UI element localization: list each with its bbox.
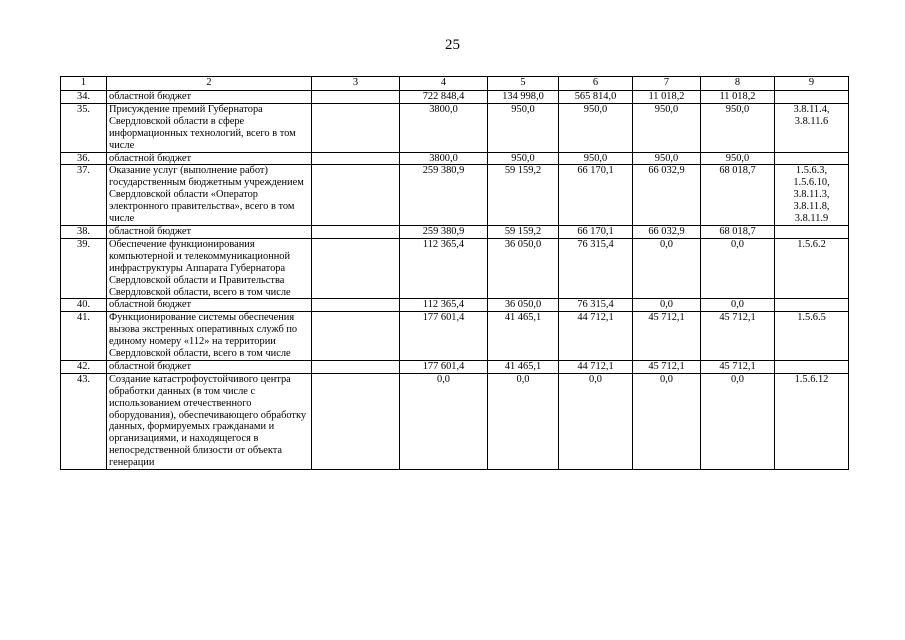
cell-col3 (312, 299, 400, 312)
cell-col8: 950,0 (701, 152, 775, 165)
table-row (61, 312, 849, 361)
cell-col3 (312, 360, 400, 373)
table-row (61, 360, 849, 373)
table-row (61, 152, 849, 165)
cell-col6: 66 170,1 (559, 225, 633, 238)
row-name: областной бюджет (107, 299, 312, 312)
table-row (61, 91, 849, 104)
table-row (61, 299, 849, 312)
cell-col3 (312, 91, 400, 104)
cell-col7: 0,0 (633, 238, 701, 299)
column-header: 8 (701, 77, 775, 91)
table-row (61, 165, 849, 226)
cell-col8: 68 018,7 (701, 165, 775, 226)
cell-col8: 45 712,1 (701, 360, 775, 373)
row-name: областной бюджет (107, 91, 312, 104)
cell-col8: 0,0 (701, 299, 775, 312)
cell-col3 (312, 225, 400, 238)
cell-col4: 259 380,9 (400, 165, 488, 226)
cell-col9 (775, 152, 849, 165)
cell-col6: 76 315,4 (559, 238, 633, 299)
cell-col6: 66 170,1 (559, 165, 633, 226)
budget-table (60, 76, 849, 470)
cell-col8: 0,0 (701, 238, 775, 299)
column-header: 6 (559, 77, 633, 91)
table-row (61, 225, 849, 238)
cell-col3 (312, 165, 400, 226)
cell-col7: 11 018,2 (633, 91, 701, 104)
row-number: 39. (61, 238, 107, 299)
cell-col4: 259 380,9 (400, 225, 488, 238)
cell-col3 (312, 312, 400, 361)
column-header: 7 (633, 77, 701, 91)
column-header: 3 (312, 77, 400, 91)
cell-col5: 36 050,0 (488, 238, 559, 299)
table-row (61, 238, 849, 299)
row-number: 37. (61, 165, 107, 226)
cell-col9: 1.5.6.3, 1.5.6.10, 3.8.11.3, 3.8.11.8, 3.8.11.9 (775, 165, 849, 226)
cell-col9 (775, 225, 849, 238)
row-name: областной бюджет (107, 225, 312, 238)
row-number: 38. (61, 225, 107, 238)
cell-col5: 0,0 (488, 373, 559, 469)
column-header: 5 (488, 77, 559, 91)
row-number: 40. (61, 299, 107, 312)
cell-col4: 177 601,4 (400, 312, 488, 361)
cell-col3 (312, 373, 400, 469)
cell-col6: 950,0 (559, 103, 633, 152)
row-name: Функционирование системы обеспечения вызова экстренных оперативных служб по единому номеру «112» на территории Свердловской области, всего в том числе (107, 312, 312, 361)
row-name: областной бюджет (107, 360, 312, 373)
cell-col5: 59 159,2 (488, 165, 559, 226)
cell-col8: 11 018,2 (701, 91, 775, 104)
cell-col4: 112 365,4 (400, 238, 488, 299)
row-number: 43. (61, 373, 107, 469)
cell-col9: 1.5.6.2 (775, 238, 849, 299)
cell-col7: 950,0 (633, 103, 701, 152)
column-header: 4 (400, 77, 488, 91)
cell-col9: 3.8.11.4, 3.8.11.6 (775, 103, 849, 152)
table-row (61, 103, 849, 152)
cell-col7: 0,0 (633, 373, 701, 469)
cell-col6: 0,0 (559, 373, 633, 469)
cell-col7: 0,0 (633, 299, 701, 312)
cell-col6: 950,0 (559, 152, 633, 165)
cell-col3 (312, 238, 400, 299)
cell-col4: 112 365,4 (400, 299, 488, 312)
cell-col6: 76 315,4 (559, 299, 633, 312)
cell-col9 (775, 299, 849, 312)
cell-col7: 45 712,1 (633, 312, 701, 361)
cell-col8: 0,0 (701, 373, 775, 469)
cell-col6: 44 712,1 (559, 312, 633, 361)
cell-col3 (312, 103, 400, 152)
column-header: 9 (775, 77, 849, 91)
cell-col4: 3800,0 (400, 103, 488, 152)
row-name: Создание катастрофоустойчивого центра обработки данных (в том числе с использованием отечественного оборудования), обеспечивающего обработку данных, формируемых гражданами и организациями, и находящегося в непосредственной близости от объекта генерации (107, 373, 312, 469)
cell-col3 (312, 152, 400, 165)
row-number: 36. (61, 152, 107, 165)
cell-col6: 44 712,1 (559, 360, 633, 373)
column-header: 2 (107, 77, 312, 91)
cell-col5: 950,0 (488, 103, 559, 152)
cell-col5: 36 050,0 (488, 299, 559, 312)
cell-col9: 1.5.6.5 (775, 312, 849, 361)
cell-col9 (775, 360, 849, 373)
row-name: областной бюджет (107, 152, 312, 165)
cell-col7: 66 032,9 (633, 165, 701, 226)
cell-col5: 41 465,1 (488, 312, 559, 361)
cell-col4: 3800,0 (400, 152, 488, 165)
row-number: 41. (61, 312, 107, 361)
cell-col4: 0,0 (400, 373, 488, 469)
row-name: Присуждение премий Губернатора Свердловской области в сфере информационных технологий, всего в том числе (107, 103, 312, 152)
cell-col4: 177 601,4 (400, 360, 488, 373)
cell-col9: 1.5.6.12 (775, 373, 849, 469)
cell-col7: 45 712,1 (633, 360, 701, 373)
column-header: 1 (61, 77, 107, 91)
cell-col5: 134 998,0 (488, 91, 559, 104)
row-name: Обеспечение функционирования компьютерной и телекоммуникационной инфраструктуры Аппарата Губернатора Свердловской области и Правительства Свердловской области, всего в том числе (107, 238, 312, 299)
cell-col9 (775, 91, 849, 104)
cell-col5: 950,0 (488, 152, 559, 165)
cell-col5: 59 159,2 (488, 225, 559, 238)
cell-col4: 722 848,4 (400, 91, 488, 104)
row-number: 42. (61, 360, 107, 373)
cell-col8: 950,0 (701, 103, 775, 152)
cell-col6: 565 814,0 (559, 91, 633, 104)
page-number: 25 (445, 37, 460, 53)
row-number: 34. (61, 91, 107, 104)
row-name: Оказание услуг (выполнение работ) государственным бюджетным учреждением Свердловской области «Оператор электронного правительства», всего в том числе (107, 165, 312, 226)
cell-col7: 950,0 (633, 152, 701, 165)
cell-col7: 66 032,9 (633, 225, 701, 238)
cell-col8: 45 712,1 (701, 312, 775, 361)
row-number: 35. (61, 103, 107, 152)
header-row (61, 77, 849, 91)
table-row (61, 373, 849, 469)
cell-col8: 68 018,7 (701, 225, 775, 238)
cell-col5: 41 465,1 (488, 360, 559, 373)
